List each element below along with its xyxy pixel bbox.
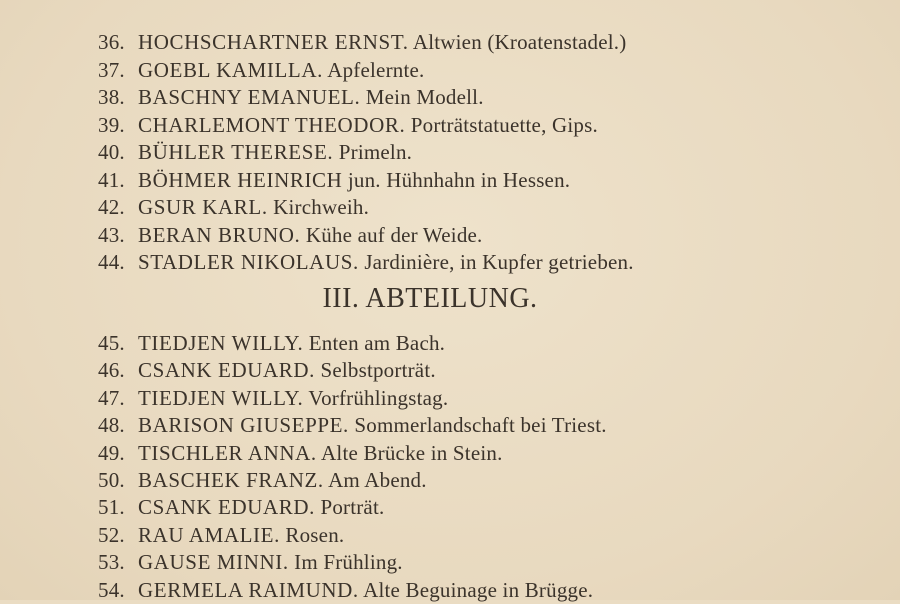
catalog-entry xyxy=(98,439,503,467)
artwork-title: Mein Modell. xyxy=(365,85,484,109)
artwork-title: Jardinière, in Kupfer getrieben. xyxy=(364,250,634,274)
artwork-title: Enten am Bach. xyxy=(308,331,446,355)
catalog-entry xyxy=(98,111,598,139)
section-heading: III. ABTEILUNG. xyxy=(322,283,538,314)
entry-number: 46. xyxy=(98,358,125,383)
catalog-entry xyxy=(98,466,427,494)
artwork-title: Porträt. xyxy=(320,495,385,520)
catalog-entry xyxy=(98,138,412,166)
entry-number: 41. xyxy=(98,167,125,192)
artist-name: BARISON GIUSEPPE. xyxy=(138,413,349,438)
artwork-title: Rosen. xyxy=(285,522,345,547)
entry-number: 54. xyxy=(98,577,125,602)
catalog-entry xyxy=(98,28,626,56)
artist-name: STADLER NIKOLAUS. xyxy=(138,250,359,274)
catalog-entry xyxy=(98,548,403,576)
catalog-entry xyxy=(98,411,607,439)
artwork-title: Kirchweih. xyxy=(273,195,370,219)
catalog-entry xyxy=(98,193,369,221)
entry-number: 50. xyxy=(98,468,125,492)
entry-number: 45. xyxy=(98,331,125,355)
entry-number: 36. xyxy=(98,30,125,54)
entry-number: 39. xyxy=(98,112,125,137)
entry-number: 48. xyxy=(98,413,125,438)
artwork-title: Alte Brücke in Stein. xyxy=(321,440,503,465)
entry-number: 47. xyxy=(98,385,125,410)
artist-name: BERAN BRUNO. xyxy=(138,222,301,247)
artwork-title: Sommerlandschaft bei Triest. xyxy=(354,413,607,438)
artist-name: GSUR KARL. xyxy=(138,195,268,219)
artist-name: TIEDJEN WILLY. xyxy=(138,331,304,355)
artwork-title: Apfelernte. xyxy=(327,57,425,82)
catalog-entry xyxy=(98,221,483,249)
catalog-entry xyxy=(98,166,570,194)
artwork-title: Selbstporträt. xyxy=(320,358,436,383)
artwork-title: Im Frühling. xyxy=(294,550,403,575)
artist-name: GAUSE MINNI. xyxy=(138,550,289,575)
artwork-title: Vorfrühlingstag. xyxy=(308,385,449,410)
catalog-entry xyxy=(98,356,436,384)
artist-name: TISCHLER ANNA. xyxy=(138,440,317,465)
artist-name: TIEDJEN WILLY. xyxy=(138,385,304,410)
entry-number: 52. xyxy=(98,522,125,547)
artist-name: HOCHSCHARTNER ERNST. xyxy=(138,30,409,54)
artist-name: BÖHMER HEINRICH xyxy=(138,167,343,192)
artist-name: GOEBL KAMILLA. xyxy=(138,57,323,82)
catalog-entry xyxy=(98,329,445,357)
entry-number: 40. xyxy=(98,140,125,164)
entry-number: 49. xyxy=(98,440,125,465)
catalog-entry xyxy=(98,493,384,521)
artist-name: CHARLEMONT THEODOR. xyxy=(138,112,406,137)
artwork-title: jun. Hühnhahn in Hessen. xyxy=(347,167,571,192)
artist-name: BASCHEK FRANZ. xyxy=(138,468,324,492)
artwork-title: Kühe auf der Weide. xyxy=(305,222,483,247)
catalog-entry xyxy=(98,384,448,412)
artist-name: BÜHLER THERESE. xyxy=(138,140,334,164)
artwork-title: Porträtstatuette, Gips. xyxy=(410,112,598,137)
artwork-title: Altwien (Kroatenstadel.) xyxy=(412,30,627,54)
artist-name: BASCHNY EMANUEL. xyxy=(138,85,361,109)
catalog-entry xyxy=(98,83,484,111)
catalog-entry xyxy=(98,521,344,549)
entry-number: 37. xyxy=(98,57,125,82)
catalog-entry xyxy=(98,248,634,276)
catalog-entry xyxy=(98,576,593,604)
artist-name: CSANK EDUARD. xyxy=(138,495,315,520)
entry-number: 51. xyxy=(98,495,125,520)
artwork-title: Am Abend. xyxy=(328,468,427,492)
entry-number: 38. xyxy=(98,85,125,109)
entry-number: 42. xyxy=(98,195,125,219)
artist-name: CSANK EDUARD. xyxy=(138,358,315,383)
artist-name: GERMELA RAIMUND. xyxy=(138,577,359,602)
artwork-title: Alte Beguinage in Brügge. xyxy=(363,577,594,602)
entry-number: 44. xyxy=(98,250,125,274)
entry-number: 53. xyxy=(98,550,125,575)
artist-name: RAU AMALIE. xyxy=(138,522,280,547)
artwork-title: Primeln. xyxy=(338,140,413,164)
catalog-entry xyxy=(98,56,424,84)
entry-number: 43. xyxy=(98,222,125,247)
